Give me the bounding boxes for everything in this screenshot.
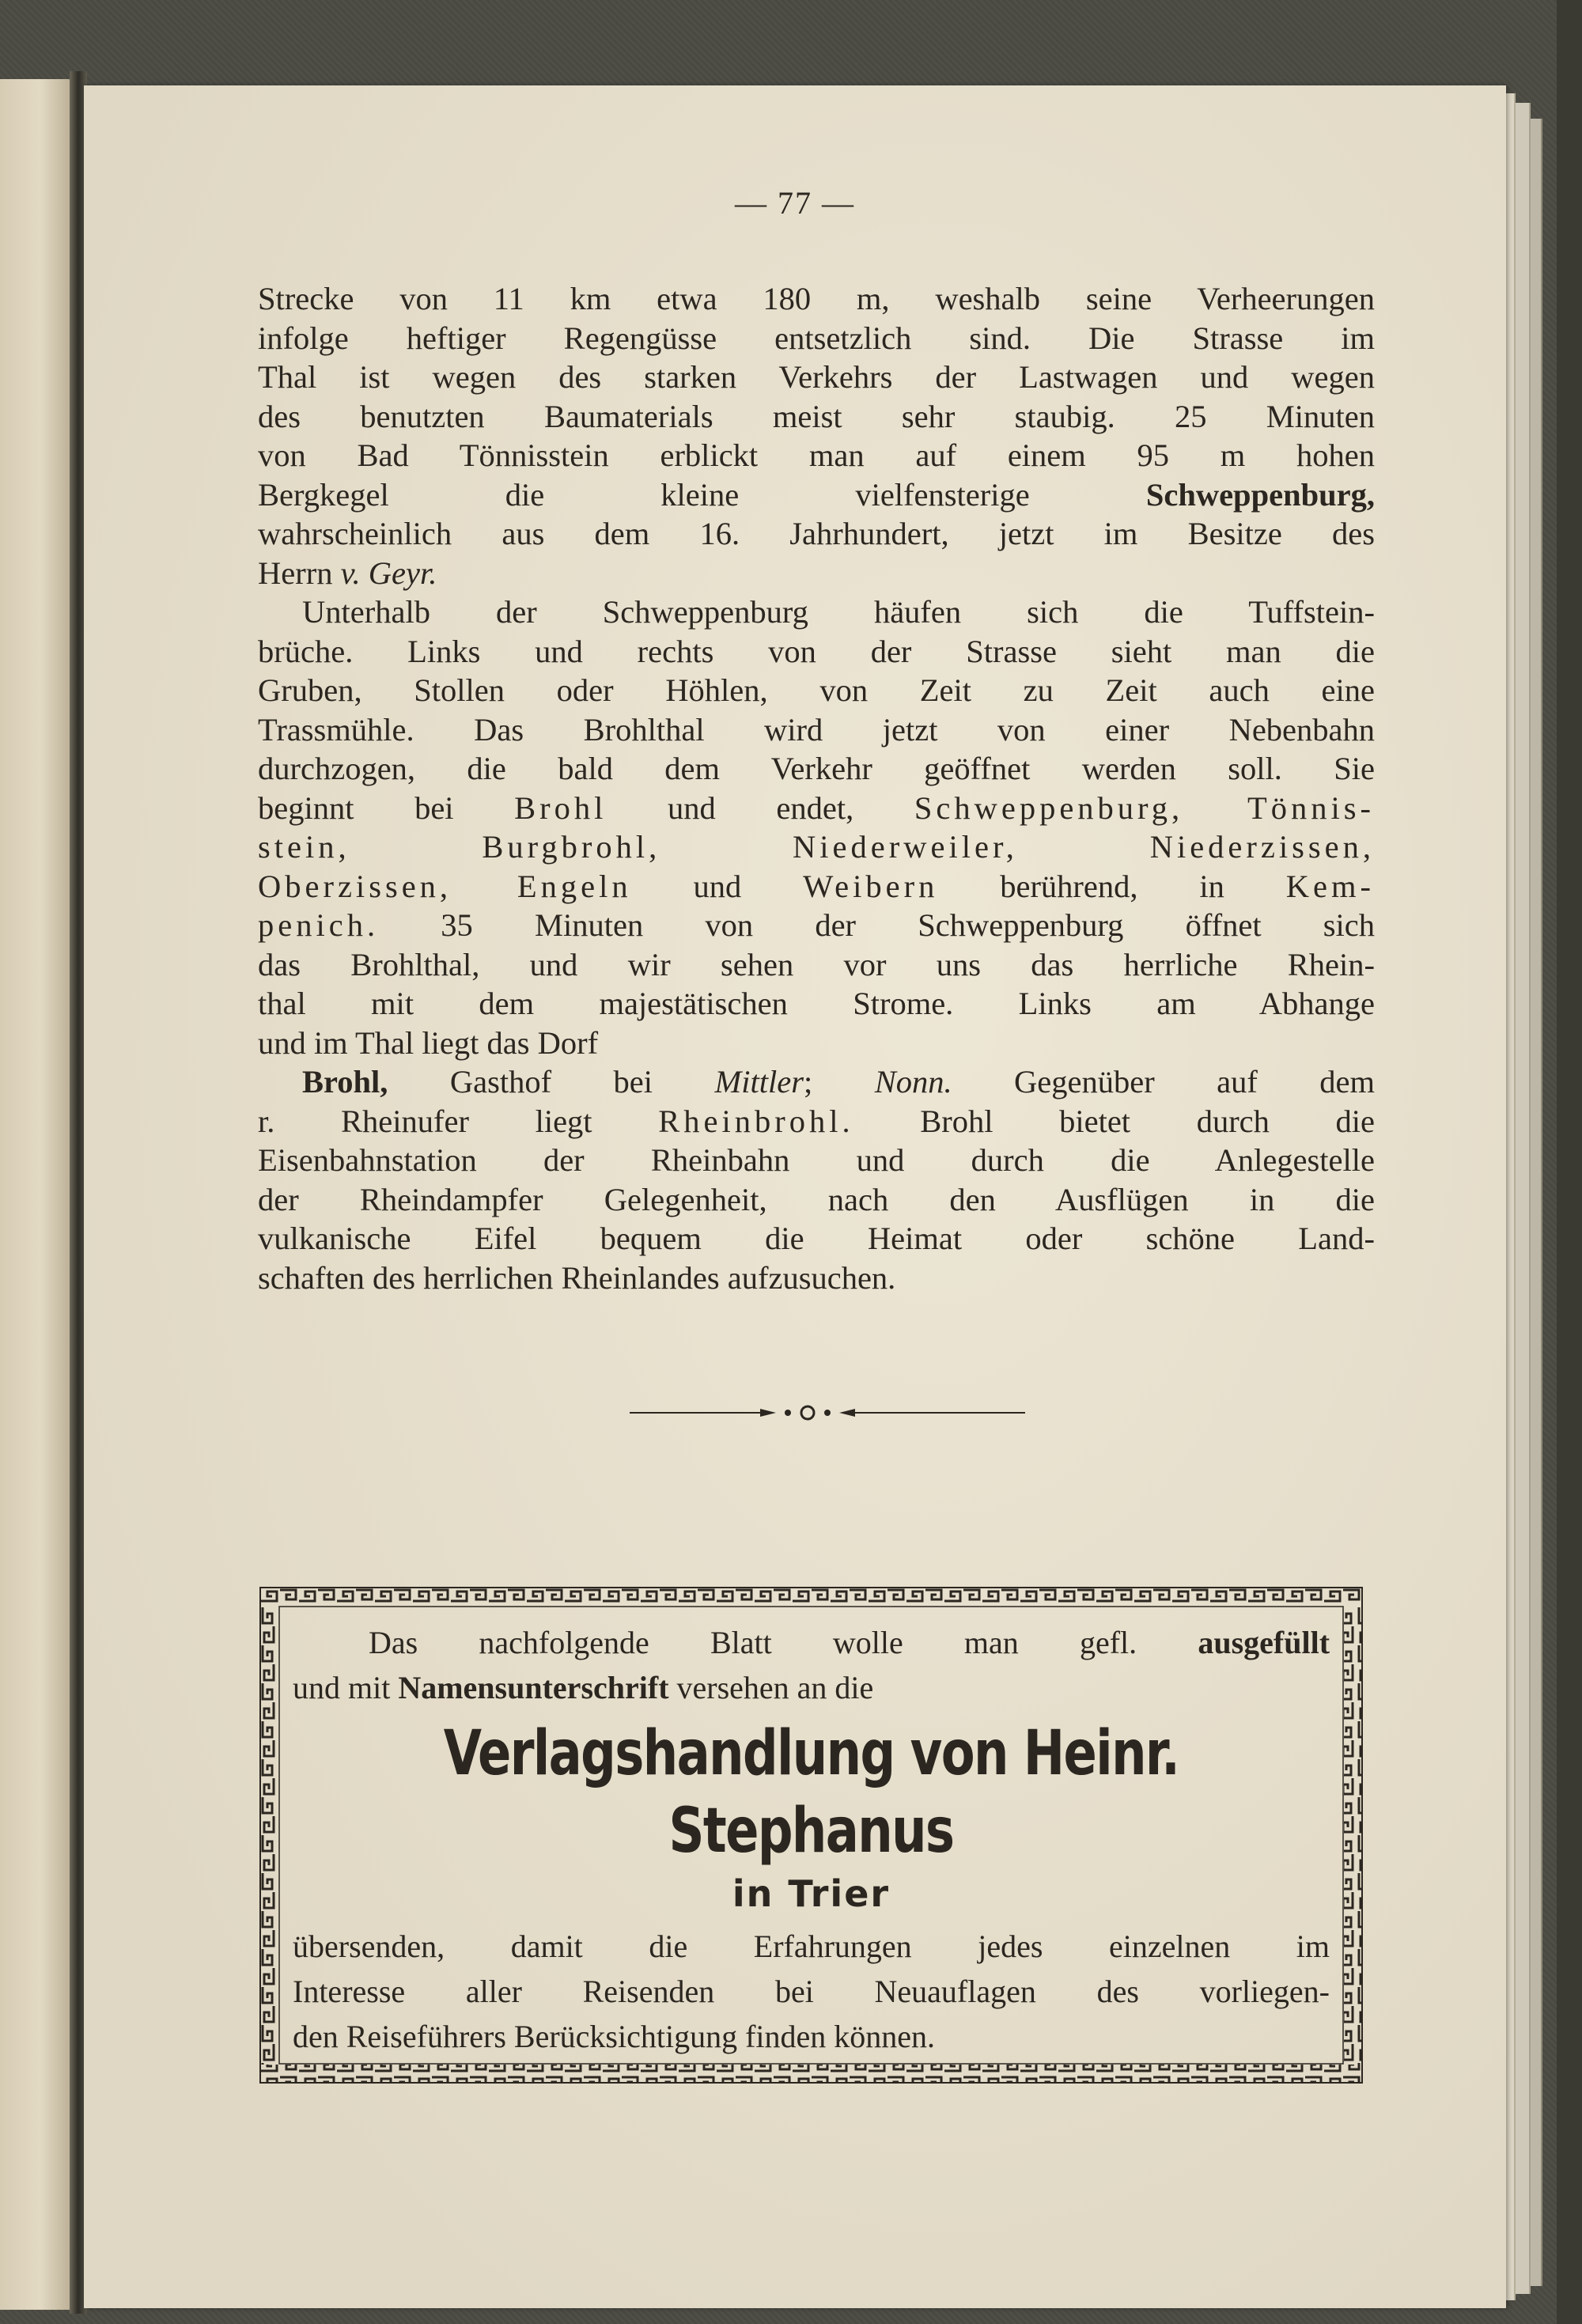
text-line xyxy=(258,554,1375,593)
text-line: Gruben, Stollen oder Höhlen, von Zeit zu Zeit auch eine xyxy=(258,672,1375,708)
notice-line: Interesse aller Reisenden bei Neuauflagen des vorliegen- xyxy=(293,1974,1330,2009)
notice-box xyxy=(259,1587,1363,2084)
text-line: das Brohlthal, und wir sehen vor uns das herrliche Rhein- xyxy=(258,946,1375,982)
text-line: Thal ist wegen des starken Verkehrs der Lastwagen und wegen xyxy=(258,359,1375,395)
paragraph-start xyxy=(258,1062,1375,1102)
place-name: Weibern xyxy=(803,868,939,904)
text-line xyxy=(258,1102,1375,1141)
text-line: von Bad Tönnisstein erblickt man auf einem 95 m hohen xyxy=(258,437,1375,473)
text-span: Das nachfolgende Blatt wolle man gefl. xyxy=(369,1625,1137,1660)
book-page xyxy=(84,85,1506,2308)
text-line: schaften des herrlichen Rheinlandes aufzusuchen. xyxy=(258,1259,896,1296)
text-line: infolge heftiger Regengüsse entsetzlich sind. Die Strasse im xyxy=(258,320,1375,356)
text-span: 35 Minuten von der Schweppenburg öffnet sich xyxy=(441,907,1375,943)
place-list-line: stein, Burgbrohl, Niederweiler, Niederzissen, xyxy=(258,829,1375,865)
text-span: Brohl bietet durch die xyxy=(920,1103,1376,1139)
text-span: beginnt bei xyxy=(258,789,454,826)
text-span: und mit xyxy=(293,1670,391,1705)
text-line: thal mit dem majestätischen Strome. Links am Abhange xyxy=(258,986,1375,1021)
text-line: brüche. Links und rechts von der Strasse sieht man die xyxy=(258,633,1375,669)
publisher-city: in Trier xyxy=(732,1872,891,1915)
place-name: Rheinbrohl. xyxy=(658,1103,854,1139)
notice-line xyxy=(293,1665,1330,1710)
hotel-name: Nonn. xyxy=(874,1064,952,1100)
text-line: des benutzten Baumaterials meist sehr staubig. 25 Minuten xyxy=(258,398,1375,434)
place-name-brohl: Brohl, xyxy=(302,1064,388,1100)
person-name: v. Geyr. xyxy=(340,555,437,591)
notice-line: den Reiseführers Berücksichtigung finden können. xyxy=(293,2019,936,2054)
text-span: ; xyxy=(803,1064,813,1100)
place-name: Oberzissen, Engeln xyxy=(258,868,632,904)
text-span: berührend, in xyxy=(1000,868,1224,904)
page-number: — 77 — xyxy=(735,185,855,221)
text-line: wahrscheinlich aus dem 16. Jahrhundert, jetzt im Besitze des xyxy=(258,516,1375,551)
emphasis-text: ausgefüllt xyxy=(1198,1625,1330,1660)
text-line xyxy=(258,789,1375,828)
text-span: Gasthof bei xyxy=(449,1064,653,1100)
text-span: und endet, xyxy=(668,789,854,826)
text-line xyxy=(258,906,1375,945)
text-line xyxy=(258,475,1375,515)
text-span: versehen an die xyxy=(676,1670,874,1705)
place-name-schweppenburg: Schweppenburg, xyxy=(1145,476,1376,513)
emphasis-text: Namensunterschrift xyxy=(398,1670,669,1705)
place-name: penich. xyxy=(258,907,380,943)
notice-content xyxy=(293,1620,1330,2054)
text-span: Gegenüber auf dem xyxy=(1014,1064,1376,1100)
text-line: Trassmühle. Das Brohlthal wird jetzt von einer Nebenbahn xyxy=(258,711,1375,748)
text-span: r. Rheinufer liegt xyxy=(258,1103,592,1139)
notice-line xyxy=(293,1620,1330,1665)
body-text xyxy=(258,279,1375,1297)
place-name: Brohl xyxy=(514,789,607,826)
left-page-edge xyxy=(0,79,73,2310)
notice-line: übersenden, damit die Erfahrungen jedes einzelnen im xyxy=(293,1928,1330,1964)
text-line xyxy=(258,867,1375,907)
text-span: Herrn xyxy=(258,555,333,591)
text-line: durchzogen, die bald dem Verkehr geöffnet werden soll. Sie xyxy=(258,751,1375,786)
place-name: Schweppenburg, Tönnis- xyxy=(914,789,1376,826)
text-span: und xyxy=(693,868,742,904)
text-line: vulkanische Eifel bequem die Heimat oder schöne Land- xyxy=(258,1221,1375,1256)
hotel-name: Mittler xyxy=(714,1064,804,1100)
text-span: Bergkegel die kleine vielfensterige xyxy=(258,476,1030,513)
ornament-divider-icon xyxy=(630,1405,1025,1421)
publisher-name: Verlagshandlung von Heinr. Stephanus xyxy=(443,1718,1179,1867)
text-line: und im Thal liegt das Dorf xyxy=(258,1024,599,1061)
place-name: Kem- xyxy=(1285,868,1375,904)
text-line: Eisenbahnstation der Rheinbahn und durch die Anlegestelle xyxy=(258,1142,1375,1178)
text-line: Strecke von 11 km etwa 180 m, weshalb seine Verheerungen xyxy=(258,281,1375,316)
text-line: der Rheindampfer Gelegenheit, nach den Ausflügen in die xyxy=(258,1181,1375,1217)
paragraph-start: Unterhalb der Schweppenburg häufen sich die Tuffstein- xyxy=(302,594,1375,630)
